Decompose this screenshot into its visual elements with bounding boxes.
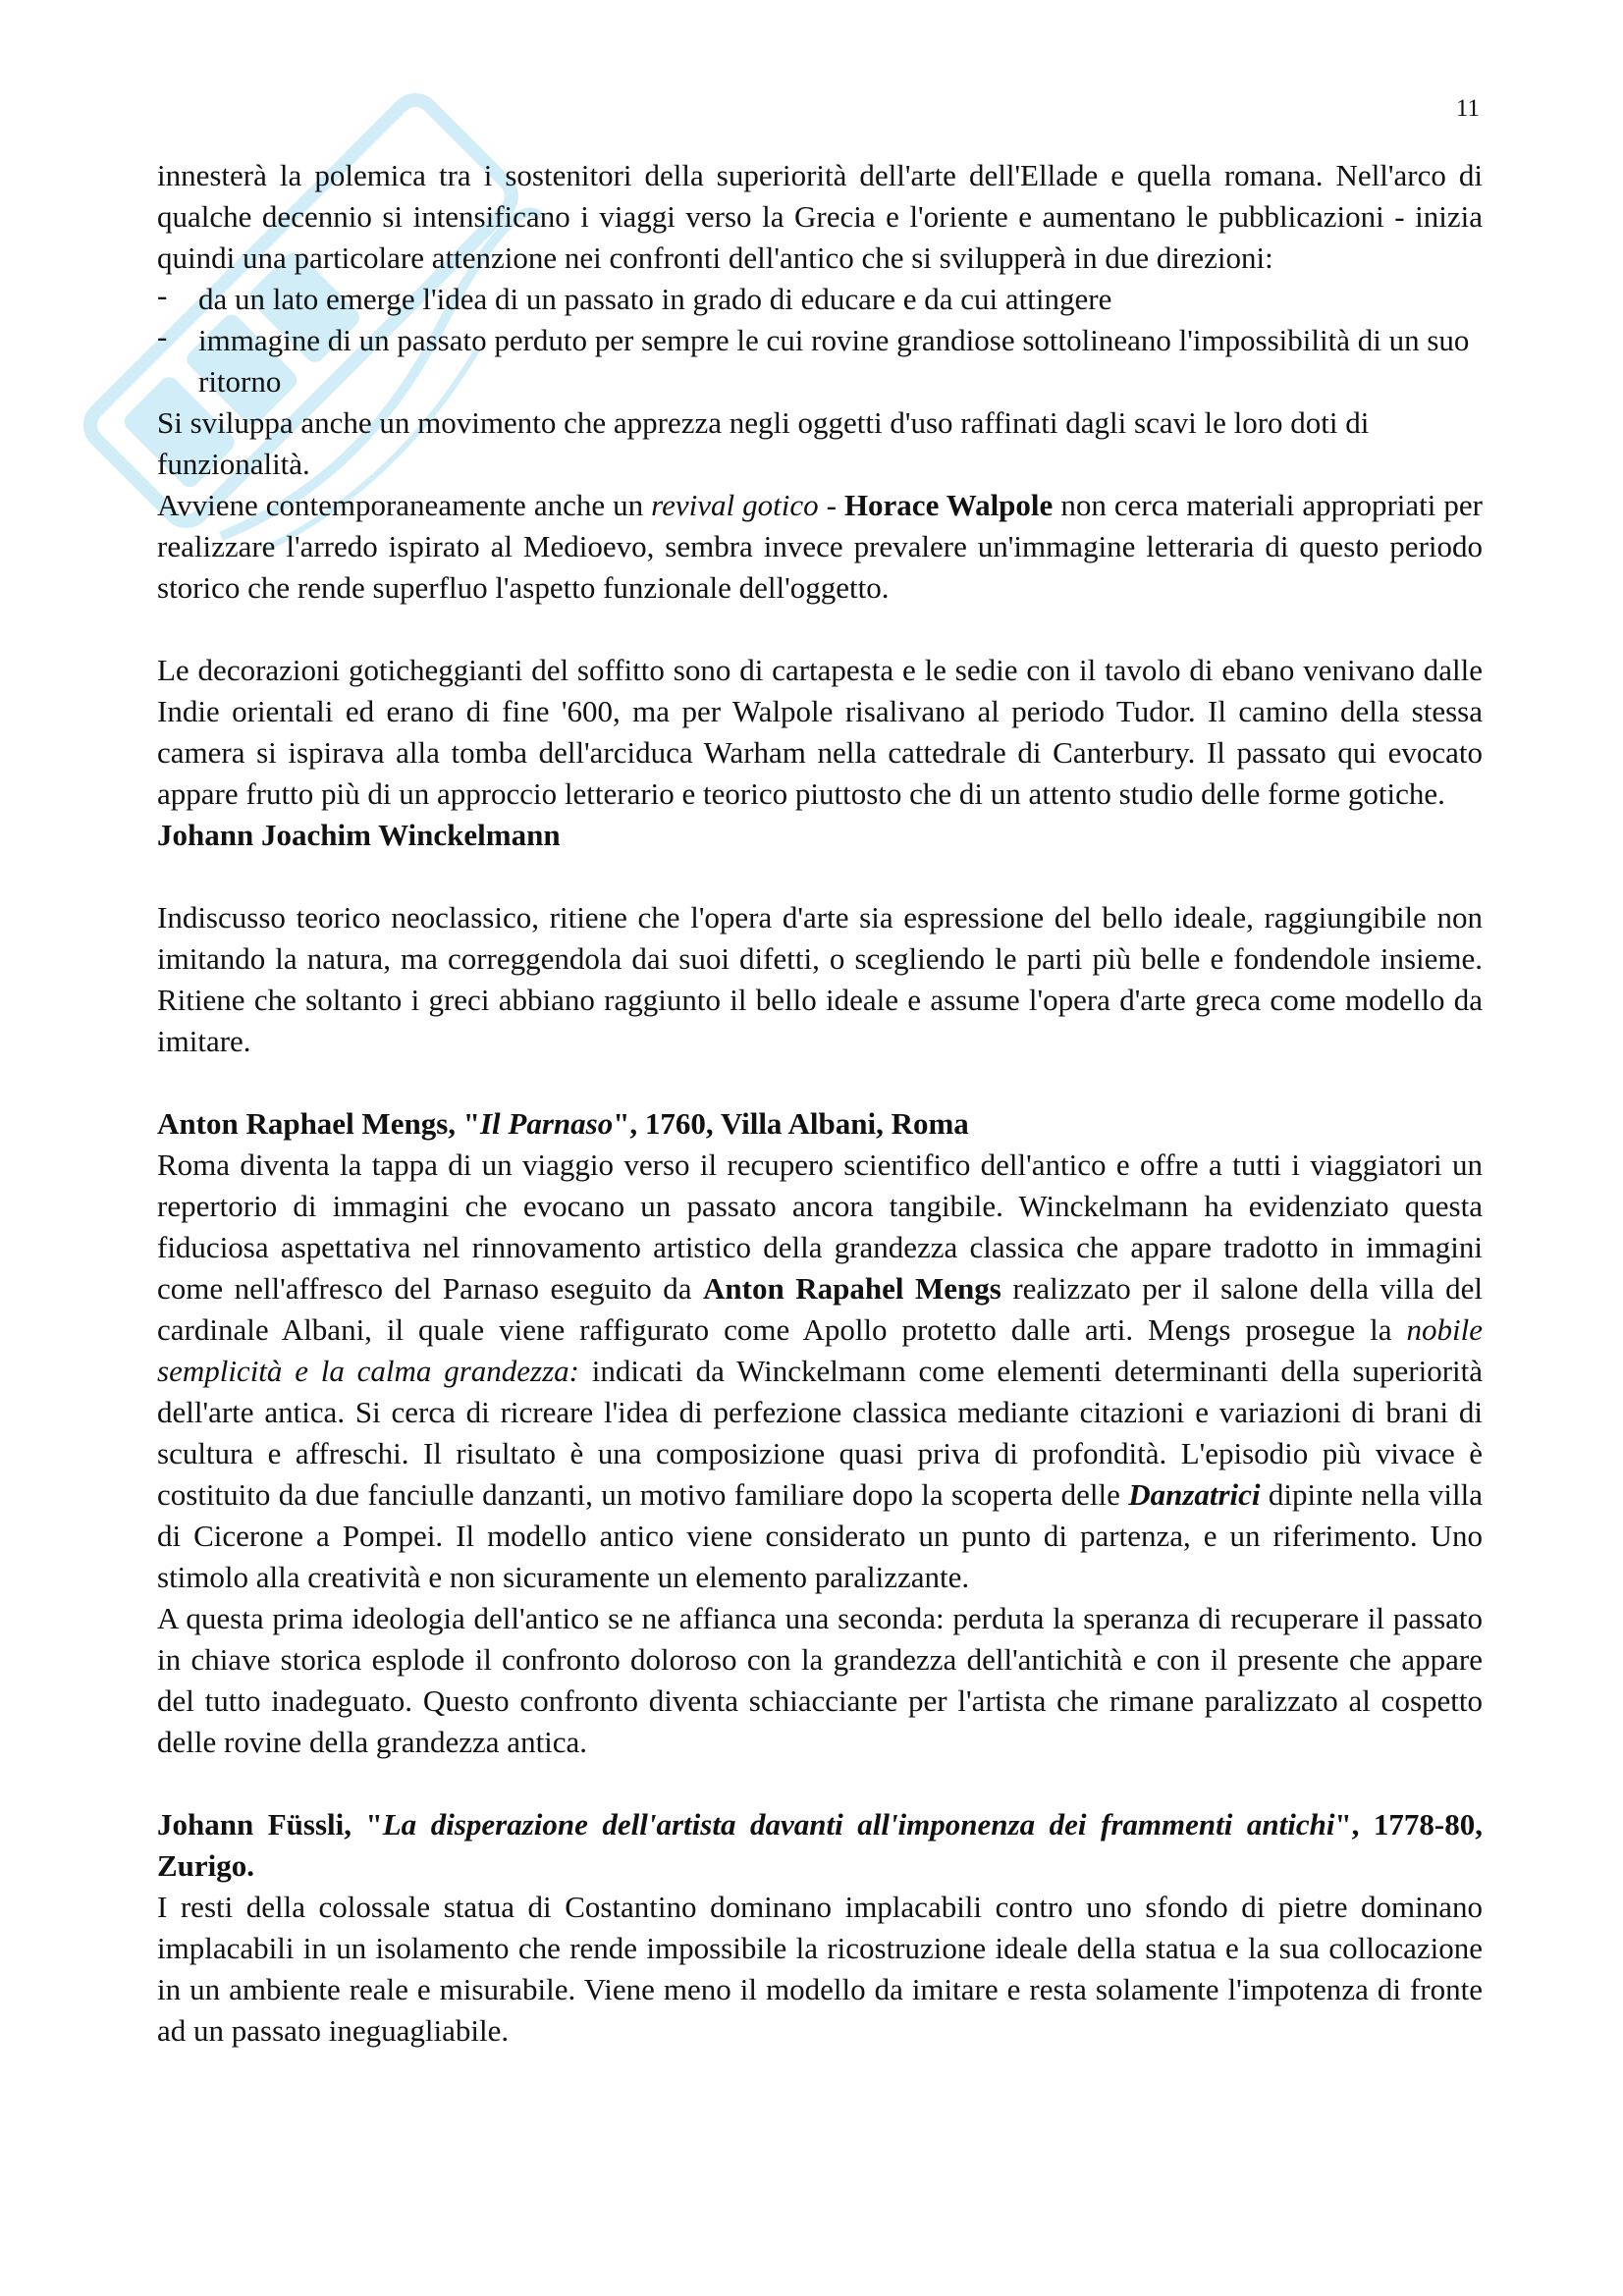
page-number: 11 — [1455, 95, 1480, 122]
italic-term: revival gotico — [651, 488, 819, 522]
text-run: dipinte nella villa di Cicerone a Pompei. Il modello antico viene considerato un punto di partenza, e un riferimento. Uno stimolo alla creatività e non sicuramente un elemento paralizzante. — [157, 1477, 1483, 1594]
paragraph-fussli: I resti della colossale statua di Costantino dominano implacabili contro uno sfondo di pietre dominano implacabili in un isolamento che rende impossibile la ricostruzione ideale della statua e la sua collocazione in un ambiente reale e misurabile. Viene meno il modello da imitare e resta solamente l'impotenza di fronte ad un passato ineguagliabile. — [157, 1890, 1483, 2048]
bold-name: Anton Rapahel Mengs — [703, 1271, 1001, 1306]
text-run: non cerca materiali appropriati per realizzare l'arredo ispirato al Medioevo, sembra invece prevalere un'immagine letteraria di questo periodo storico che rende superfluo l'aspetto funzionale dell'oggetto. — [157, 488, 1483, 605]
dash-bullet: - — [157, 278, 168, 312]
paragraph-winckelmann: Indiscusso teorico neoclassico, ritiene che l'opera d'arte sia espressione del bello ideale, raggiungibile non imitando la natura, ma correggendola dai suoi difetti, o scegliendo le parti più belle e fondendole insieme. Ritiene che soltanto i greci abbiano raggiunto il bello ideale e assume l'opera d'arte greca come modello da imitare. — [157, 900, 1483, 1058]
paragraph-intro: innesterà la polemica tra i sostenitori della superiorità dell'arte dell'Ellade e quella romana. Nell'arco di qualche decennio si intensificano i viaggi verso la Grecia e l'oriente e aumentano le pubblicazioni - inizia quindi una particolare attenzione nei confronti dell'antico che si svilupperà in due direzioni: — [157, 158, 1483, 275]
list-item — [157, 279, 1483, 320]
heading-mengs — [157, 1103, 1483, 1145]
bold-italic-title: Danzatrici — [1128, 1477, 1261, 1512]
text-run: Avviene contemporaneamente anche un — [157, 488, 652, 522]
text-run: realizzato per il salone della villa del cardinale Albani, il quale viene raffigurato come Apollo protetto dalle arti. Mengs prosegue la — [157, 1271, 1483, 1347]
paragraph-spacer — [157, 856, 1483, 897]
italic-phrase: nobile semplicità e la calma grandezza: — [157, 1312, 1483, 1388]
text-run: Anton Raphael Mengs, " — [157, 1106, 480, 1141]
document-body — [157, 155, 1483, 2052]
paragraph-gothic-revival — [157, 485, 1483, 609]
text-run: ", 1778-80, Zurigo. — [157, 1807, 1483, 1883]
text-run: ", 1760, Villa Albani, Roma — [613, 1106, 969, 1141]
text-run: - — [818, 488, 844, 522]
dash-bullet: - — [157, 319, 168, 353]
paragraph-spacer — [157, 609, 1483, 650]
list-item-text: immagine di un passato perduto per sempre le cui rovine grandiose sottolineano l'impossibilità di un suo ritorno — [198, 323, 1470, 399]
list-item — [157, 320, 1483, 402]
heading-winckelmann: Johann Joachim Winckelmann — [157, 818, 561, 852]
paragraph-decorations: Le decorazioni goticheggianti del soffitto sono di cartapesta e le sedie con il tavolo di ebano venivano dalle Indie orientali ed erano di fine '600, ma per Walpole risalivano al periodo Tudor. Il camino della stessa camera si ispirava alla tomba dell'arciduca Warham nella cattedrale di Canterbury. Il passato qui evocato appare frutto più di un approccio letterario e teorico piuttosto che di un attento studio delle forme gotiche. — [157, 653, 1483, 811]
heading-fussli — [157, 1804, 1483, 1887]
paragraph-spacer — [157, 1062, 1483, 1103]
paragraph-spacer — [157, 1763, 1483, 1804]
paragraph-mengs — [157, 1145, 1483, 1598]
italic-title: La disperazione dell'artista davanti all'imponenza dei frammenti antichi — [382, 1807, 1335, 1842]
italic-title: Il Parnaso — [479, 1106, 614, 1141]
text-run: indicati da Winckelmann come elementi determinanti della superiorità dell'arte antica. Si cerca di ricreare l'idea di perfezione classica mediante citazioni e variazioni di brani di scultura e affreschi. Il risultato è una composizione quasi priva di profondità. L'episodio più vivace è costituito da due fanciulle danzanti, un motivo familiare dopo la scoperta delle — [157, 1354, 1484, 1512]
list-item-text: da un lato emerge l'idea di un passato in grado di educare e da cui attingere — [198, 282, 1112, 316]
bold-name: Horace Walpole — [843, 488, 1054, 522]
paragraph-second-ideology: A questa prima ideologia dell'antico se ne affianca una seconda: perduta la speranza di recuperare il passato in chiave storica esplode il confronto doloroso con la grandezza dell'antichità e con il presente che appare del tutto inadeguato. Questo confronto diventa schiacciante per l'artista che rimane paralizzato al cospetto delle rovine della grandezza antica. — [157, 1601, 1483, 1759]
text-run: Roma diventa la tappa di un viaggio verso il recupero scientifico dell'antico e offre a tutti i viaggiatori un repertorio di immagini che evocano un passato ancora tangibile. Winckelmann ha evidenziato questa fiduciosa aspettativa nel rinnovamento artistico della grandezza classica che appare tradotto in immagini come nell'affresco del Parnaso eseguito da — [157, 1148, 1483, 1306]
paragraph-movement: Si sviluppa anche un movimento che apprezza negli oggetti d'uso raffinati dagli scavi le loro doti di funzionalità. — [157, 405, 1370, 481]
text-run: Johann Füssli, " — [157, 1807, 383, 1842]
